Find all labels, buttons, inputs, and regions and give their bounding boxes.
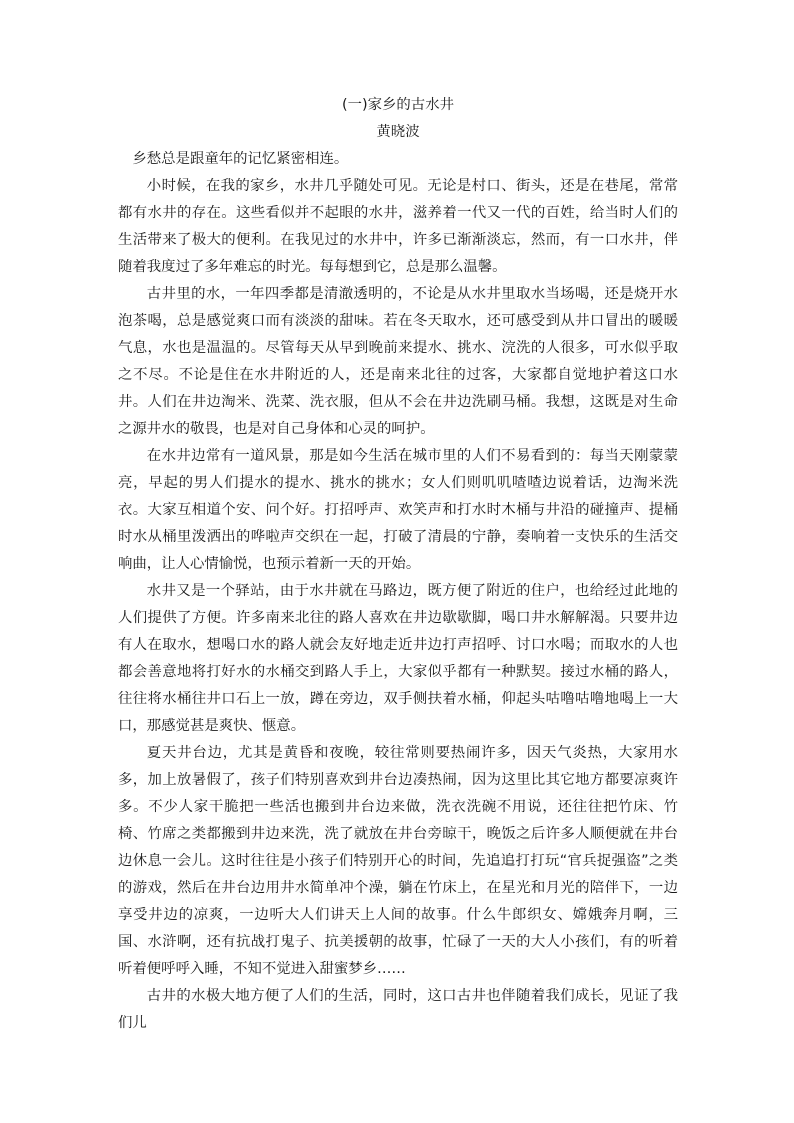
paragraph: 乡愁总是跟童年的记忆紧密相连。 xyxy=(132,151,349,167)
paragraph: 古井里的水，一年四季都是清澈透明的，不论是从水井里取水当场喝，还是烧开水泡茶喝，总是感觉爽口而有淡淡的甜味。若在冬天取水，还可感受到从井口冒出的暖暖气息，水也是温温的。尽管每天从早到晚前来提水、挑水、浣洗的人很多，可水似乎取之不尽。不论是住在水井附近的人，还是南来北往的过客，大家都自觉地护着这口水井。人们在井边淘米、洗菜、洗衣服，但从不会在井边洗刷马桶。我想，这既是对生命之源井水的敬畏，也是对自己身体和心灵的呵护。 xyxy=(118,286,678,437)
paragraph: 在水井边常有一道风景，那是如今生活在城市里的人们不易看到的：每当天刚蒙蒙亮，早起的男人们提水的提水、挑水的挑水；女人们则叽叽喳喳边说着话，边淘米洗衣。大家互相道个安、问个好。打招呼声、欢笑声和打水时木桶与井沿的碰撞声、提桶时水从桶里泼洒出的哗啦声交织在一起，打破了清晨的宁静，奏响着一支快乐的生活交响曲，让人心情愉悦，也预示着新一天的开始。 xyxy=(118,448,678,572)
paragraph: 小时候，在我的家乡，水井几乎随处可见。无论是村口、街头，还是在巷尾，常常都有水井的存在。这些看似并不起眼的水井，滋养着一代又一代的百姓，给当时人们的生活带来了极大的便利。在我见过的水井中，许多已渐渐淡忘，然而，有一口水井，伴随着我度过了多年难忘的时光。每每想到它，总是那么温馨。 xyxy=(118,178,678,275)
article-title: (一)家乡的古水井 xyxy=(342,97,454,113)
article-author: 黄晓波 xyxy=(376,124,420,140)
paragraph: 夏天井台边，尤其是黄昏和夜晚，较往常则要热闹许多，因天气炎热，大家用水多，加上放暑假了，孩子们特别喜欢到井台边凑热闹，因为这里比其它地方都要凉爽许多。不少人家干脆把一些活也搬到井台边来做，洗衣洗碗不用说，还往往把竹床、竹椅、竹席之类都搬到井边来洗，洗了就放在井台旁晾干，晚饭之后许多人顺便就在井台边休息一会儿。这时往往是小孩子们特别开心的时间，先追追打打玩“官兵捉强盗”之类的游戏，然后在井台边用井水简单冲个澡，躺在竹床上，在星光和月光的陪伴下，一边享受井边的凉爽，一边听大人们讲天上人间的故事。什么牛郎织女、嫦娥奔月啊，三国、水浒啊，还有抗战打鬼子、抗美援朝的故事，忙碌了一天的大人小孩们，有的听着听着便呼呼入睡，不知不觉进入甜蜜梦乡…… xyxy=(118,745,678,977)
paragraph: 古井的水极大地方便了人们的生活，同时，这口古井也伴随着我们成长，见证了我们儿 xyxy=(118,988,678,1031)
paragraph: 水井又是一个驿站，由于水井就在马路边，既方便了附近的住户，也给经过此地的人们提供了方便。许多南来北往的路人喜欢在井边歇歇脚，喝口井水解解渴。只要井边有人在取水，想喝口水的路人就会友好地走近井边打声招呼、讨口水喝；而取水的人也都会善意地将打好水的水桶交到路人手上，大家似乎都有一种默契。接过水桶的路人，往往将水桶往井口石上一放，蹲在旁边，双手侧扶着水桶，仰起头咕噜咕噜地喝上一大口，那感觉甚是爽快、惬意。 xyxy=(118,583,678,734)
article-body xyxy=(118,92,678,1037)
